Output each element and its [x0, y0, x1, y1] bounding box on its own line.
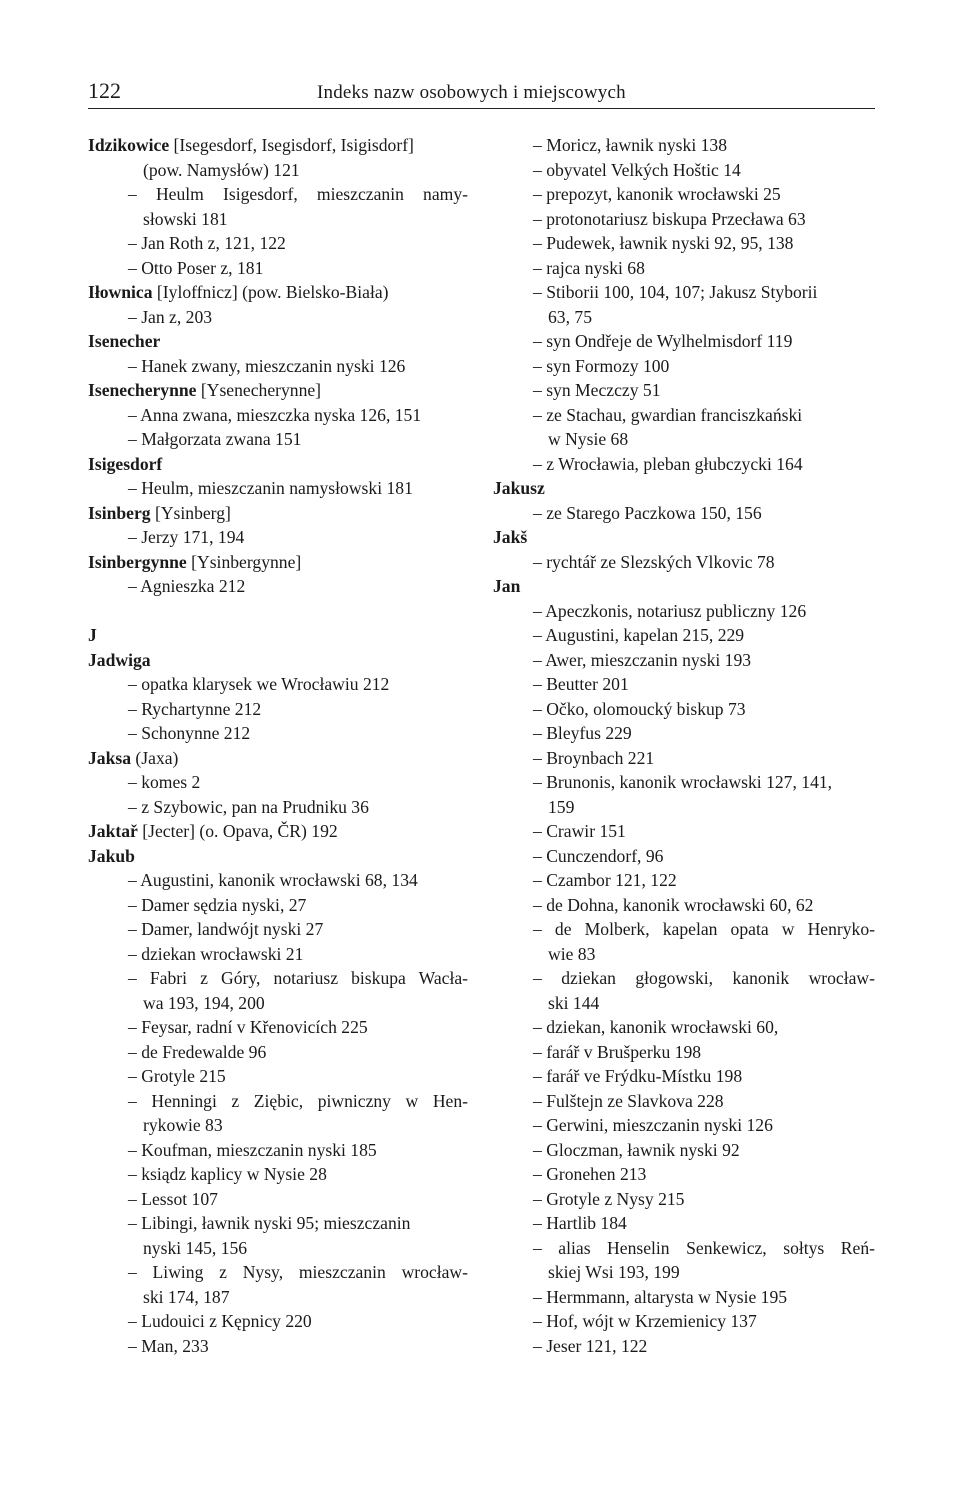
- entry-headword: Isinbergynne: [88, 551, 187, 572]
- index-column-left: [88, 133, 468, 1358]
- index-entry: [88, 378, 468, 403]
- index-entry: [88, 819, 468, 844]
- continuation-line: skiej Wsi 193, 199: [548, 1262, 680, 1282]
- entry-details: [Ysinberg]: [150, 502, 231, 523]
- sub-entry: – Otto Poser z, 181: [128, 257, 264, 278]
- continuation-line: wie 83: [548, 943, 596, 964]
- sub-entry: – Fulštejn ze Slavkova 228: [533, 1090, 724, 1111]
- continuation-line: słowski 181: [143, 208, 228, 229]
- continuation-line: 159: [548, 796, 575, 817]
- sub-entry: – z Wrocławia, pleban głubczycki 164: [533, 453, 803, 474]
- sub-entry: – Hermmann, altarysta w Nysie 195: [533, 1286, 788, 1307]
- sub-entry: – Brunonis, kanonik wrocławski 127, 141,: [533, 772, 833, 792]
- index-column-right: [493, 133, 875, 1358]
- sub-entry: – Moricz, ławnik nyski 138: [533, 135, 727, 155]
- sub-entry: – Agnieszka 212: [128, 576, 246, 596]
- sub-entry: – ze Starego Paczkowa 150, 156: [533, 502, 762, 523]
- sub-entry: – Hartlib 184: [533, 1213, 627, 1233]
- entry-headword: Isinberg: [88, 502, 151, 523]
- index-entry: [88, 133, 468, 158]
- sub-entry: – Jan z, 203: [128, 306, 213, 327]
- entry-headword: Jakš: [493, 527, 528, 547]
- sub-entry: – Fabri z Góry, notariusz biskupa Wacła-: [128, 968, 468, 988]
- page-number: 122: [88, 78, 121, 103]
- sub-entry: – rychtář ze Slezských Vlkovic 78: [533, 551, 775, 572]
- sub-entry: – komes 2: [128, 772, 201, 792]
- entry-headword: Jan: [493, 576, 521, 596]
- sub-entry: – Cunczendorf, 96: [533, 845, 664, 866]
- sub-entry: – ze Stachau, gwardian franciszkański: [533, 404, 803, 425]
- header-rule: [88, 108, 875, 109]
- sub-entry: – Grotyle 215: [128, 1066, 226, 1086]
- index-entry: [493, 574, 875, 599]
- entry-details: (Jaxa): [131, 747, 179, 768]
- sub-entry: – Libingi, ławnik nyski 95; mieszczanin: [128, 1213, 411, 1233]
- sub-entry: – Bleyfus 229: [533, 723, 632, 743]
- sub-entry: – Augustini, kapelan 215, 229: [533, 625, 745, 645]
- entry-details: [Ysinbergynne]: [186, 551, 302, 572]
- sub-entry: – syn Ondřeje de Wylhelmisdorf 119: [533, 331, 793, 351]
- sub-entry: – Anna zwana, mieszczka nyska 126, 151: [128, 404, 422, 425]
- index-entry: [88, 550, 468, 575]
- continuation-line: ski 144: [548, 992, 600, 1013]
- sub-entry: – Jeser 121, 122: [533, 1335, 648, 1356]
- sub-entry: – Awer, mieszczanin nyski 193: [533, 649, 752, 670]
- sub-entry: – Czambor 121, 122: [533, 870, 677, 890]
- sub-entry: – z Szybowic, pan na Prudniku 36: [128, 796, 369, 817]
- page-header: [88, 78, 875, 108]
- sub-entry: – Feysar, radní v Křenovicích 225: [128, 1017, 368, 1037]
- sub-entry: – Crawir 151: [533, 821, 626, 841]
- continuation-line: rykowie 83: [143, 1115, 223, 1135]
- index-entry: [88, 280, 468, 305]
- index-entry: [493, 525, 875, 550]
- spacer: [88, 599, 468, 624]
- index-entry: [88, 501, 468, 526]
- index-entry: [88, 648, 468, 673]
- index-entry: [88, 452, 468, 477]
- sub-entry: – alias Henselin Senkewicz, sołtys Reń-: [533, 1237, 875, 1258]
- entry-headword: Isenecher: [88, 331, 161, 351]
- sub-entry: – Očko, olomoucký biskup 73: [533, 698, 746, 719]
- sub-entry: – Stiborii 100, 104, 107; Jakusz Styborii: [533, 282, 818, 302]
- continuation-line: (pow. Namysłów) 121: [143, 159, 300, 180]
- sub-entry: – Lessot 107: [128, 1188, 218, 1209]
- sub-entry: – syn Formozy 100: [533, 355, 670, 376]
- sub-entry: – Hof, wójt w Krzemienicy 137: [533, 1311, 757, 1331]
- sub-entry: – Heulm Isigesdorf, mieszczanin namy-: [128, 184, 468, 204]
- sub-entry: – dziekan głogowski, kanonik wrocław-: [533, 968, 875, 988]
- index-entry: [88, 746, 468, 771]
- entry-headword: Isigesdorf: [88, 453, 163, 474]
- sub-entry: – de Molberk, kapelan opata w Henryko-: [533, 919, 875, 939]
- sub-entry: – Jerzy 171, 194: [128, 527, 245, 547]
- entry-headword: Jaktař: [88, 821, 138, 841]
- sub-entry: – rajca nyski 68: [533, 257, 645, 278]
- continuation-line: ski 174, 187: [143, 1286, 230, 1307]
- continuation-line: wa 193, 194, 200: [143, 992, 265, 1013]
- continuation-line: 63, 75: [548, 306, 592, 327]
- sub-entry: – dziekan, kanonik wrocławski 60,: [533, 1017, 779, 1037]
- sub-entry: – Jan Roth z, 121, 122: [128, 233, 286, 253]
- sub-entry: – Ludouici z Kępnicy 220: [128, 1311, 312, 1331]
- sub-entry: – Broynbach 221: [533, 747, 655, 768]
- entry-headword: Jadwiga: [88, 649, 151, 670]
- sub-entry: – Koufman, mieszczanin nyski 185: [128, 1139, 377, 1160]
- section-letter: J: [88, 625, 97, 645]
- sub-entry: – Apeczkonis, notariusz publiczny 126: [533, 600, 807, 621]
- entry-headword: Jakub: [88, 845, 135, 866]
- sub-entry: – Liwing z Nysy, mieszczanin wrocław-: [128, 1262, 468, 1282]
- sub-entry: – de Fredewalde 96: [128, 1041, 267, 1062]
- sub-entry: – Man, 233: [128, 1335, 209, 1356]
- index-entry: [493, 476, 875, 501]
- sub-entry: – Schonynne 212: [128, 723, 251, 743]
- entry-details: [Isegesdorf, Isegisdorf, Isigisdorf]: [169, 135, 414, 155]
- sub-entry: – Rychartynne 212: [128, 698, 262, 719]
- sub-entry: – Gronehen 213: [533, 1164, 647, 1184]
- sub-entry: – obyvatel Velkých Hoštic 14: [533, 159, 741, 180]
- sub-entry: – opatka klarysek we Wrocławiu 212: [128, 674, 390, 694]
- sub-entry: – farář v Brušperku 198: [533, 1041, 702, 1062]
- sub-entry: – de Dohna, kanonik wrocławski 60, 62: [533, 894, 814, 915]
- continuation-line: nyski 145, 156: [143, 1237, 248, 1258]
- sub-entry: – Augustini, kanonik wrocławski 68, 134: [128, 870, 418, 890]
- sub-entry: – prepozyt, kanonik wrocławski 25: [533, 184, 781, 204]
- sub-entry: – Henningi z Ziębic, piwniczny w Hen-: [128, 1090, 468, 1111]
- sub-entry: – farář ve Frýdku-Místku 198: [533, 1066, 743, 1086]
- sub-entry: – Gloczman, ławnik nyski 92: [533, 1139, 740, 1160]
- sub-entry: – protonotariusz biskupa Przecława 63: [533, 208, 806, 229]
- sub-entry: – Grotyle z Nysy 215: [533, 1188, 685, 1209]
- entry-details: [Jecter] (o. Opava, ČR) 192: [137, 821, 338, 841]
- entry-details: [Iyloffnicz] (pow. Bielsko-Biała): [152, 282, 389, 302]
- sub-entry: – Heulm, mieszczanin namysłowski 181: [128, 478, 413, 498]
- continuation-line: w Nysie 68: [548, 429, 629, 449]
- running-title: Indeks nazw osobowych i miejscowych: [317, 82, 626, 103]
- entry-headword: Iłownica: [88, 282, 153, 302]
- index-entry: [88, 844, 468, 869]
- entry-headword: Jaksa: [88, 747, 132, 768]
- sub-entry: – Hanek zwany, mieszczanin nyski 126: [128, 355, 406, 376]
- sub-entry: – Gerwini, mieszczanin nyski 126: [533, 1115, 773, 1135]
- entry-details: [Ysenecherynne]: [196, 380, 322, 400]
- entry-headword: Jakusz: [493, 478, 545, 498]
- entry-headword: Isenecherynne: [88, 380, 197, 400]
- index-entry: [88, 329, 468, 354]
- sub-entry: – Pudewek, ławnik nyski 92, 95, 138: [533, 233, 794, 253]
- sub-entry: – Damer sędzia nyski, 27: [128, 894, 307, 915]
- sub-entry: – Małgorzata zwana 151: [128, 429, 302, 449]
- sub-entry: – dziekan wrocławski 21: [128, 943, 304, 964]
- sub-entry: – Beutter 201: [533, 674, 629, 694]
- sub-entry: – Damer, landwójt nyski 27: [128, 919, 324, 939]
- sub-entry: – ksiądz kaplicy w Nysie 28: [128, 1164, 327, 1184]
- entry-headword: Idzikowice: [88, 135, 170, 155]
- sub-entry: – syn Meczczy 51: [533, 380, 661, 400]
